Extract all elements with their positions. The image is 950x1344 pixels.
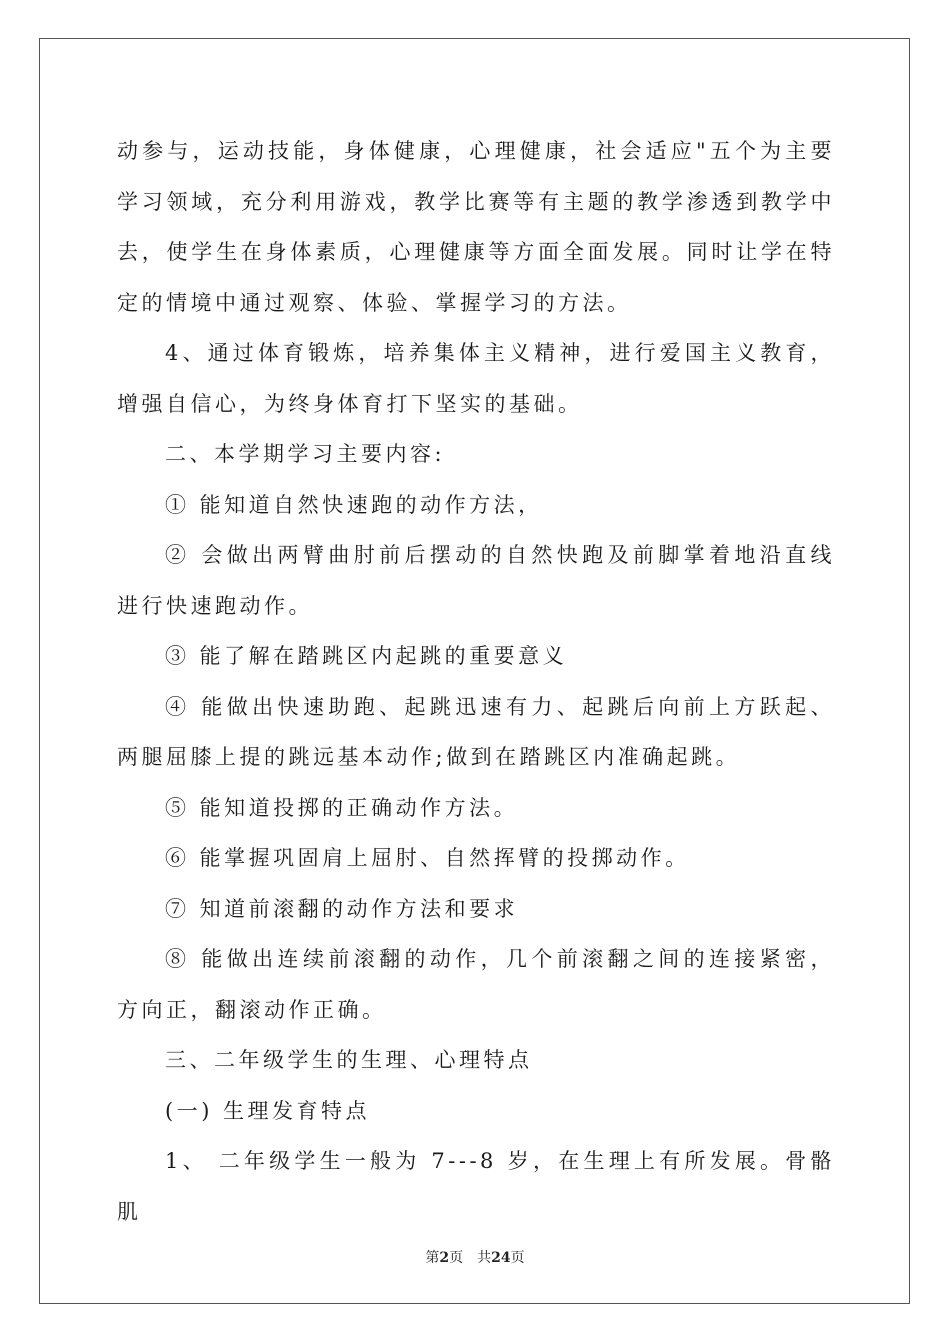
list-item-4: ④ 能做出快速助跑、起跳迅速有力、起跳后向前上方跃起、两腿屈膝上提的跳远基本动作;做到在踏跳区内准确起跳。 (117, 694, 835, 769)
subsection-heading-1: (一) 生理发育特点 (165, 1098, 371, 1123)
list-item-6: ⑥ 能掌握巩固肩上屈肘、自然挥臂的投掷动作。 (165, 846, 690, 870)
paragraph-3: 1、 二年级学生一般为 7---8 岁，在生理上有所发展。骨骼肌 (117, 1149, 835, 1224)
total-prefix: 共 (477, 1250, 492, 1266)
current-page-number: 2 (439, 1250, 450, 1266)
paragraph-1: 动参与，运动技能，身体健康，心理健康，社会适应"五个为主要学习领域，充分利用游戏，教学比赛等有主题的教学渗透到教学中去，使学生在身体素质，心理健康等方面全面发展。同时让学在特定的情境中通过观察、体验、掌握学习的方法。 (117, 139, 835, 315)
total-page-count: 24 (491, 1250, 511, 1266)
section-heading-2: 二、本学期学习主要内容: (165, 442, 446, 466)
document-body (117, 126, 835, 1237)
page-footer (0, 1247, 950, 1267)
section-heading-3: 三、二年级学生的生理、心理特点 (165, 1048, 533, 1072)
list-item-5: ⑤ 能知道投掷的正确动作方法。 (165, 795, 519, 820)
list-item-8: ⑧ 能做出连续前滚翻的动作，几个前滚翻之间的连接紧密，方向正，翻滚动作正确。 (117, 947, 835, 1022)
list-item-1: ① 能知道自然快速跑的动作方法， (165, 492, 543, 517)
total-suffix: 页 (510, 1250, 525, 1266)
list-item-3: ③ 能了解在踏跳区内起跳的重要意义 (165, 644, 568, 668)
page-suffix: 页 (449, 1250, 464, 1266)
list-item-2: ② 会做出两臂曲肘前后摆动的自然快跑及前脚掌着地沿直线进行快速跑动作。 (117, 543, 835, 618)
page-prefix: 第 (425, 1250, 440, 1266)
list-item-7: ⑦ 知道前滚翻的动作方法和要求 (165, 896, 519, 921)
paragraph-2: 4、通过体育锻炼，培养集体主义精神，进行爱国主义教育，增强自信心，为终身体育打下坚实的基础。 (117, 341, 835, 416)
